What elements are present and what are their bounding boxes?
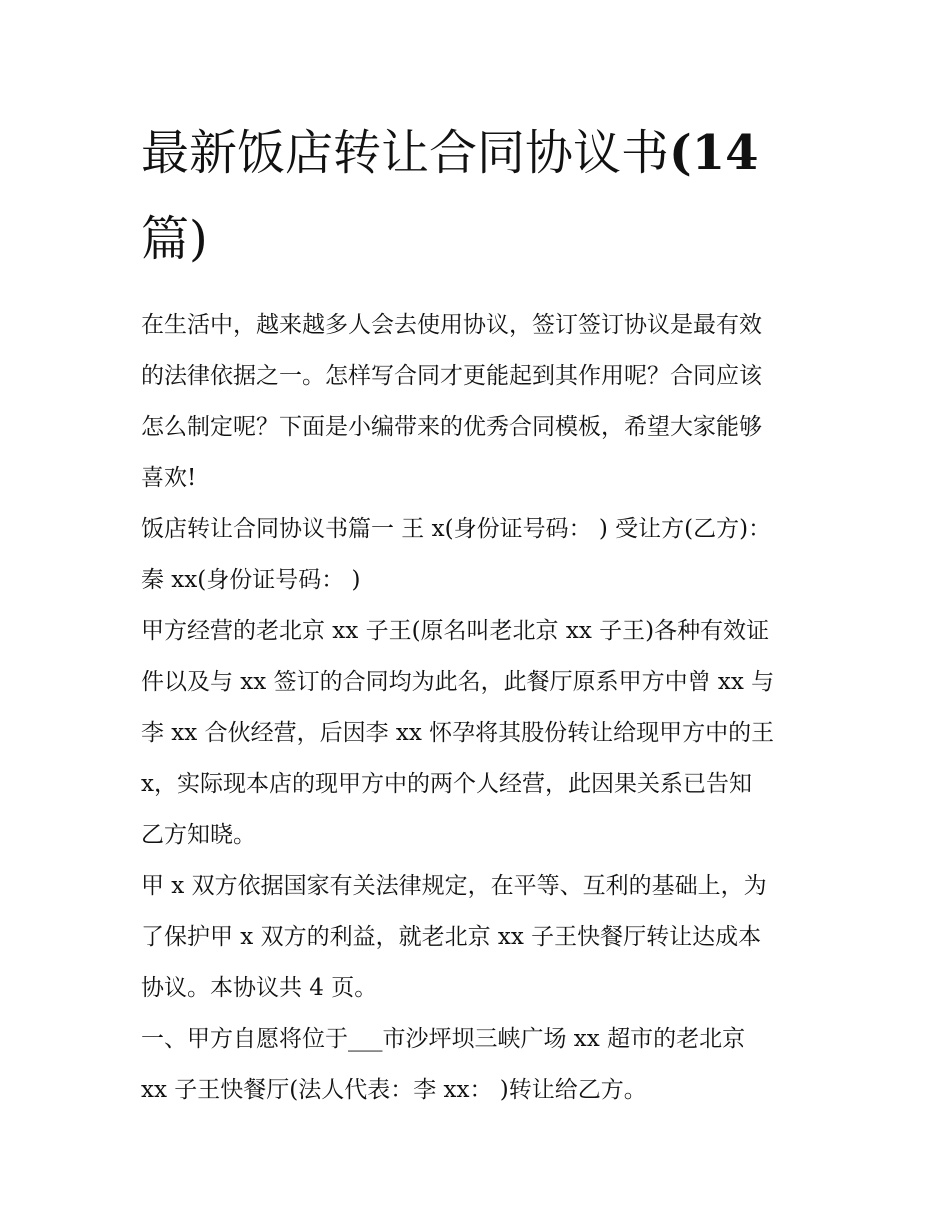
paragraph-line: 乙方知晓。 (141, 822, 256, 848)
paragraph-line: 甲方经营的老北京 xx 子王(原名叫老北京 xx 子王)各种有效证 (141, 618, 770, 644)
title-suffix: (14 (669, 125, 759, 181)
paragraph-line: x，实际现本店的现甲方中的两个人经营，此因果关系已告知 (141, 771, 752, 797)
paragraph-line: 秦 xx(身份证号码： ) (141, 567, 361, 593)
paragraph-line: 协议。本协议共 4 页。 (141, 975, 378, 1001)
paragraph-clause-1 (141, 1014, 813, 1116)
paragraph-background (141, 606, 813, 861)
document-title (141, 110, 813, 282)
paragraph-line: 饭店转让合同协议书篇一 王 x(身份证号码： ) 受让方(乙方)： (141, 516, 772, 542)
paragraph-parties (141, 504, 813, 606)
paragraph-line: 一、甲方自愿将位于___市沙坪坝三峡广场 xx 超市的老北京 (141, 1026, 746, 1052)
title-line-2: 篇) (141, 211, 208, 267)
paragraph-line: 喜欢! (141, 465, 197, 491)
title-text: 最新饭店转让合同协议书 (141, 125, 670, 181)
paragraph-line: xx 子王快餐厅(法人代表：李 xx： )转让给乙方。 (141, 1077, 647, 1103)
paragraph-line: 在生活中，越来越多人会去使用协议，签订签订协议是最有效 (141, 312, 762, 338)
document-content (141, 110, 813, 1116)
paragraph-line: 李 xx 合伙经营，后因李 xx 怀孕将其股份转让给现甲方中的王 (141, 720, 775, 746)
paragraph-line: 怎么制定呢？下面是小编带来的优秀合同模板，希望大家能够 (141, 414, 762, 440)
paragraph-line: 的法律依据之一。怎样写合同才更能起到其作用呢？合同应该 (141, 363, 762, 389)
paragraph-line: 甲 x 双方依据国家有关法律规定，在平等、互利的基础上，为 (141, 873, 767, 899)
document-body (141, 300, 813, 1116)
paragraph-line: 了保护甲 x 双方的利益，就老北京 xx 子王快餐厅转让达成本 (141, 924, 762, 950)
paragraph-intro (141, 300, 813, 504)
paragraph-agreement (141, 861, 813, 1014)
paragraph-line: 件以及与 xx 签订的合同均为此名，此餐厅原系甲方中曾 xx 与 (141, 669, 775, 695)
